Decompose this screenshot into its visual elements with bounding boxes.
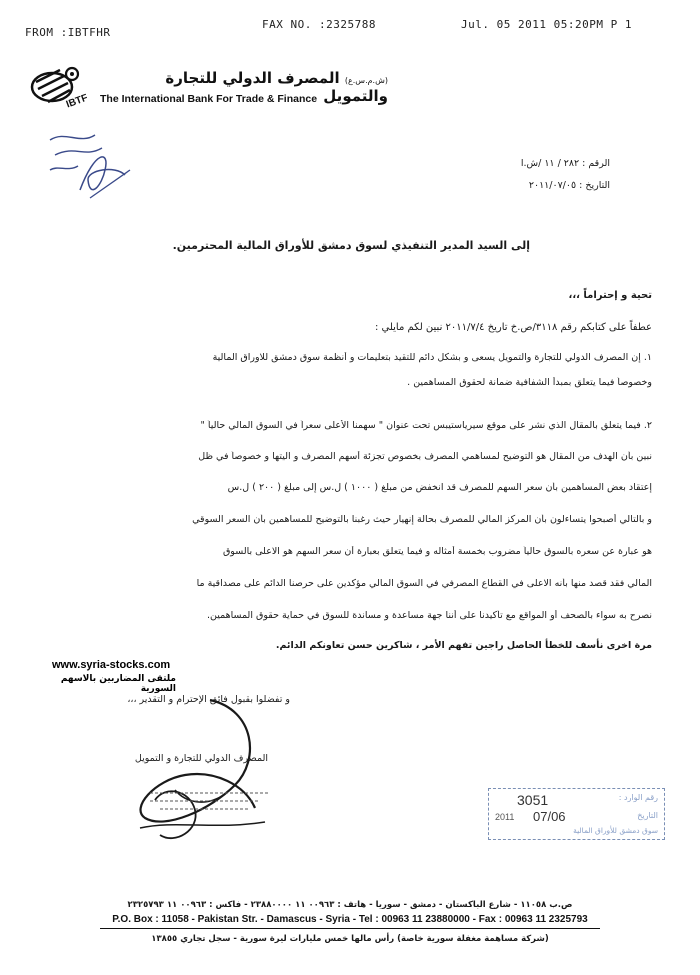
bank-name-english: The International Bank For Trade & Finance (100, 93, 318, 105)
paragraph2-line: نبين بأن الهدف من المقال هو التوضيح لمساهمي المصرف بخصوص تجزئة أسهم المصرف و آليتها و خصوصاً في ظل (198, 451, 652, 462)
signature-scribble-icon (115, 690, 295, 860)
paragraph2-line: المالي فقد قصد منها بأنه الاعلى في القطاع المصرفي في السوق المالي مؤكدين على حرصنا الدائم على مصداقية ما (196, 578, 652, 589)
signature-bank-label: المصرف الدولي للتجارة و التمويل (134, 753, 268, 764)
signature (115, 690, 295, 860)
paragraph2-line: ٢. فيما يتعلق بالمقال الذي نشر على موقع سيرياستيبس تحت عنوان " سهمنا الأعلى سعراً في السوق المالي حالياً " (200, 420, 652, 431)
logo-text: IBTF (64, 92, 90, 111)
recipient-line: إلى السيد المدير التنفيذي لسوق دمشق للأوراق المالية المحترمين. (172, 239, 530, 252)
stamp-organization: سوق دمشق للأوراق المالية (573, 826, 658, 835)
stamp-number-label: رقم الوارد : (618, 793, 658, 802)
fax-from: FROM :IBTFHR (25, 26, 111, 39)
paragraph1-line: ١. إن المصرف الدولي للتجارة والتمويل يسعى و بشكل دائم للتقيد بتعليمات و أنظمة سوق دمشق للاوراق المالية (212, 352, 652, 363)
paragraph2-line: و بالتالي أصبحوا يتساءلون بأن المركز المالي للمصرف بحالة إنهيار حيث رغبنا بالتوضيح للمساهمين بأن السعر السوقي (192, 514, 652, 525)
watermark-tagline: ملتقى المضاربين بالاسهم السورية (60, 674, 176, 694)
closing-line: و تفضلوا بقبول فائق الإحترام و التقدير ،،، (127, 694, 290, 705)
received-stamp (488, 788, 665, 840)
reference-number: الرقم : ٢٨٢ / ١١ /ش.ا (520, 158, 610, 169)
greeting: تحية و إحتراماً ،،، (568, 290, 652, 301)
paragraph1-line: وخصوصاً فيما يتعلق بمبدأ الشفافية ضمانة لحقوق المساهمين . (407, 377, 652, 388)
stamp-date: 07/06 (533, 809, 566, 824)
reference-date: التاريخ : ٢٠١١/٠٧/٠٥ (528, 180, 610, 191)
intro-line: عطفاً على كتابكم رقم ٣١١٨/ص.خ تاريخ ٢٠١١/٧/٤ نبين لكم مايلي : (374, 322, 652, 333)
watermark-url: www.syria-stocks.com (52, 659, 171, 671)
bank-suffix: (ش.م.س.ع) (344, 76, 388, 85)
stamp-year: 2011 (495, 812, 515, 822)
fax-datetime: Jul. 05 2011 05:20PM P 1 (461, 18, 632, 31)
seal-text-icon (140, 785, 280, 815)
paragraph2-line: هو عبارة عن سعره بالسوق حالياً مضروب بخمسة أمثاله و فيما يتعلق بعبارة أن سعر السهم هو الاعلى بالسوق (222, 546, 652, 557)
bank-logo (30, 62, 105, 112)
paragraph2-line: إعتقاد بعض المساهمين بأن سعر السهم للمصرف قد انخفض من مبلغ ( ١٠٠٠ ) ل.س إلى مبلغ ( ٢٠٠ ) ل.س (227, 482, 652, 493)
stamp-date-label: التاريخ (637, 811, 658, 820)
footer-divider (100, 928, 600, 929)
bank-seal (140, 785, 280, 815)
footer-legal: (شركة مساهمة مغفلة سورية خاصة) رأس مالها خمس مليارات ليرة سورية - سجل تجاري ١٣٨٥٥ (151, 934, 549, 944)
paragraph2-line: نصرح به سواء بالصحف أو المواقع مع تأكيدنا على أننا جهة مساعدة و مساندة للسوق في حماية حقوق المساهمين. (206, 610, 652, 621)
handwritten-annotation-icon (30, 110, 150, 210)
footer-address-english: P.O. Box : 11058 - Pakistan Str. - Damascus - Syria - Tel : 00963 11 23880000 - Fax : 00963 11 2325793 (112, 914, 588, 925)
apology-line: مرة اخرى نأسف للخطأ الحاصل راجين تفهم الأمر ، شاكرين حسن تعاونكم الدائم. (275, 640, 652, 651)
fax-number: FAX NO. :2325788 (262, 18, 376, 31)
handwritten-annotation (30, 110, 150, 210)
stamp-number: 3051 (517, 792, 549, 808)
footer-address-arabic: ص.ب ١١٠٥٨ - شارع الباكستان - دمشق - سوريا - هاتف : ٠٠٩٦٣ ١١ ٢٣٨٨٠٠٠٠ - فاكس : ٠٠٩٦٣ ١١ ٢٣٢٥٧٩٣ (127, 900, 573, 910)
bank-name-ar-text: المصرف الدولي للتجارة والتمويل (165, 69, 388, 105)
